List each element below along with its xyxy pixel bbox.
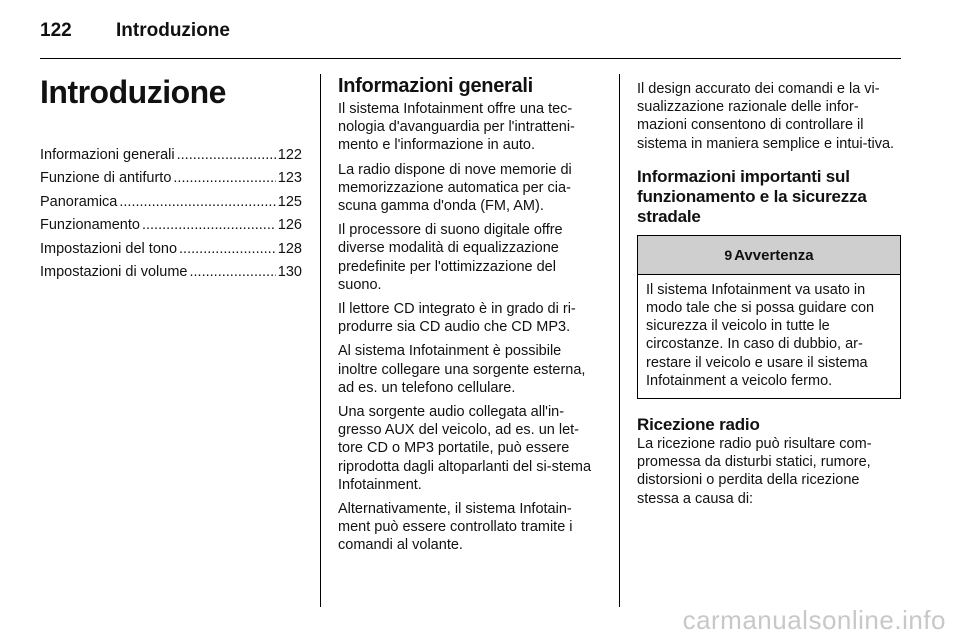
toc-dots <box>177 144 276 167</box>
section-heading: Informazioni generali <box>338 75 533 97</box>
toc-page: 130 <box>277 264 302 281</box>
paragraph: Il sistema Infotainment offre una tec-nologia d'avanguardia per l'intratteni-mento e l'informazione in auto. <box>338 101 575 154</box>
page-number: 122 <box>40 20 72 41</box>
toc-page: 123 <box>277 170 302 187</box>
toc-column <box>40 74 302 284</box>
toc-item[interactable] <box>40 214 302 237</box>
paragraph: Una sorgente audio collegata all'in-gresso AUX del veicolo, ad es. un let-tore CD o MP3 portatile, può essere riprodotta dagli altoparlanti del si-stema Infotainment. <box>338 404 592 493</box>
warning-icon: 9 <box>724 246 733 263</box>
paragraph: La radio dispone di nove memorie di memorizzazione automatica per cia-scuna gamma d'onda (FM, AM). <box>338 161 572 215</box>
paragraph: Alternativamente, il sistema Infotain-ment può essere controllato tramite i comandi al volante. <box>338 501 573 554</box>
section-heading: Informazioni importanti sul funzionamento e la sicurezza stradale <box>637 166 867 226</box>
safety-column <box>637 80 901 514</box>
paragraph: Il processore di suono digitale offre diverse modalità di equalizzazione predefinite per l'ottimizzazione del suono. <box>338 222 563 293</box>
toc-page: 126 <box>277 217 302 234</box>
toc-label: Funzionamento <box>40 217 140 234</box>
toc-item[interactable] <box>40 144 302 167</box>
paragraph: Il design accurato dei comandi e la vi-sualizzazione razionale delle infor-mazioni consentono di controllare il sistema in maniera semplice e intui-tiva. <box>637 81 895 152</box>
toc-page: 128 <box>277 240 302 257</box>
warning-title: Avvertenza <box>734 246 814 264</box>
toc-label: Impostazioni di volume <box>40 264 188 281</box>
section-heading: Ricezione radio <box>637 415 760 435</box>
toc-page: 122 <box>277 147 302 163</box>
toc-list <box>40 144 302 284</box>
toc-label: Impostazioni del tono <box>40 240 178 257</box>
toc-dots <box>179 238 276 261</box>
header-rule <box>40 58 901 59</box>
paragraph: Al sistema Infotainment è possibile inoltre collegare una sorgente esterna, ad es. un telefono cellulare. <box>338 343 586 396</box>
watermark: carmanualsonline.info <box>682 605 946 635</box>
column-divider <box>320 74 321 607</box>
toc-dots <box>142 214 276 237</box>
paragraph: Il lettore CD integrato è in grado di ri-produrre sia CD audio che CD MP3. <box>338 301 576 336</box>
warning-box <box>637 235 901 399</box>
chapter-title: Introduzione <box>40 74 226 110</box>
general-info-column <box>338 74 602 561</box>
paragraph: La ricezione radio può risultare com-promessa da disturbi statici, rumore, distorsioni o perdita della ricezione stessa a causa di: <box>637 436 872 507</box>
column-divider <box>619 74 620 607</box>
toc-item[interactable] <box>40 167 302 190</box>
toc-page: 125 <box>277 193 302 210</box>
toc-label: Panoramica <box>40 193 118 210</box>
warning-header <box>638 236 900 275</box>
toc-dots <box>190 261 276 284</box>
toc-item[interactable] <box>40 191 302 214</box>
page-header <box>40 20 230 42</box>
header-section: Introduzione <box>116 20 230 41</box>
toc-item[interactable] <box>40 238 302 261</box>
warning-text: Il sistema Infotainment va usato in modo tale che si possa guidare con sicurezza il veicolo in tutte le circostanze. In caso di dubbio, ar-restare il veicolo e usare il sistema Infotainment a veicolo fermo. <box>646 281 875 389</box>
toc-label: Informazioni generali <box>40 147 175 163</box>
toc-dots <box>119 191 275 214</box>
toc-dots <box>173 167 275 190</box>
toc-label: Funzione di antifurto <box>40 170 172 187</box>
toc-item[interactable] <box>40 261 302 284</box>
